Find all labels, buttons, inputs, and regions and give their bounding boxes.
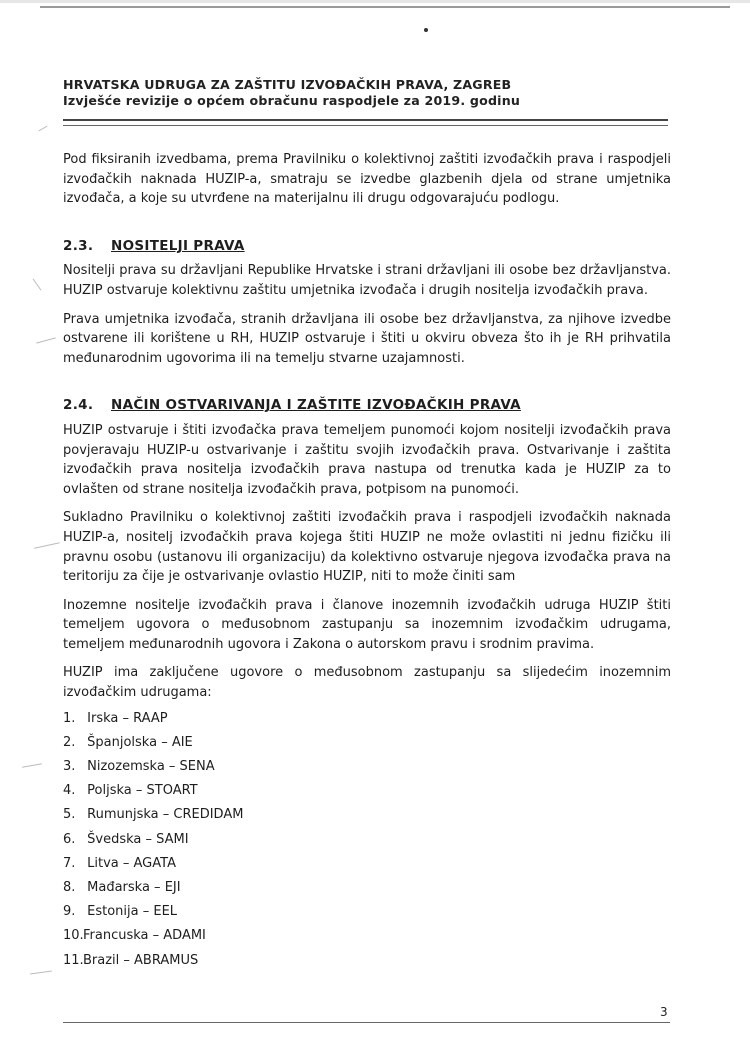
- list-text: Španjolska – AIE: [87, 734, 193, 750]
- list-number: 8.: [63, 879, 76, 895]
- list-text: Švedska – SAMI: [87, 831, 189, 847]
- margin-pencil-mark: [33, 278, 42, 290]
- header-rule: [63, 119, 668, 121]
- list-item: [63, 924, 671, 948]
- list-text: Estonija – EEL: [87, 904, 178, 920]
- list-number: 6.: [63, 831, 76, 847]
- list-number: 4.: [63, 783, 76, 799]
- list-item: [63, 852, 671, 876]
- margin-pencil-mark: [34, 542, 60, 548]
- list-number: 3.: [63, 759, 76, 775]
- document-header: [63, 77, 673, 109]
- section-2-3-paragraph-1: Nositelji prava su državljani Republike Hrvatske i strani državljani ili osobe bez državljanstva. HUZIP ostvaruje kolektivnu zaštitu umjetnika izvođača i drugih nositelja izvođačkih prava.: [63, 263, 671, 298]
- partner-organizations-list: [63, 707, 671, 973]
- section-number: 2.4.: [63, 397, 94, 414]
- scan-speck: [424, 28, 428, 32]
- scan-top-edge: [0, 0, 750, 3]
- margin-pencil-mark: [36, 337, 56, 343]
- list-item: [63, 779, 671, 803]
- organization-name: HRVATSKA UDRUGA ZA ZAŠTITU IZVOĐAČKIH PRAVA, ZAGREB: [63, 77, 512, 92]
- report-title: Izvješće revizije o općem obračunu raspodjele za 2019. godinu: [63, 93, 521, 108]
- section-2-4-heading: [63, 396, 671, 416]
- list-text: Brazil – ABRAMUS: [83, 952, 199, 968]
- list-text: Rumunjska – CREDIDAM: [87, 807, 244, 823]
- list-item: [63, 876, 671, 900]
- list-item: [63, 707, 671, 731]
- section-2-3-heading: [63, 237, 671, 257]
- intro-paragraph: Pod fiksiranih izvedbama, prema Pravilniku o kolektivnoj zaštiti izvođačkih prava i raspodjeli izvođačkih naknada HUZIP-a, smatraju se izvedbe glazbenih djela od strane umjetnika izvođača, a koje su utvrđene na materijalnu ili drugu odgovarajuću podlogu.: [63, 152, 671, 207]
- section-number: 2.3.: [63, 237, 94, 254]
- section-title: NAČIN OSTVARIVANJA I ZAŠTITE IZVOĐAČKIH PRAVA: [111, 397, 521, 414]
- list-text: Litva – AGATA: [87, 855, 176, 871]
- list-number: 10.: [63, 928, 84, 944]
- list-item: [63, 828, 671, 852]
- list-item: [63, 949, 671, 973]
- list-item: [63, 900, 671, 924]
- list-item: [63, 731, 671, 755]
- section-2-4-paragraph-1: HUZIP ostvaruje i štiti izvođačka prava temeljem punomoći kojom nositelji izvođačkih prava povjeravaju HUZIP-u ostvarivanje i zaštitu svojih izvođačkih prava. Ostvarivanje i zaštita izvođačkih prava nositelja izvođačkih prava nastupa od trenutka kada je HUZIP za to ovlašten od strane nositelja izvođačkih prava, potpisom na punomoći.: [63, 422, 671, 497]
- list-text: Irska – RAAP: [87, 710, 168, 726]
- footer-rule: [63, 1022, 670, 1023]
- scan-top-rule: [40, 6, 730, 8]
- margin-pencil-mark: [22, 763, 42, 767]
- margin-pencil-mark: [30, 970, 52, 974]
- list-number: 9.: [63, 904, 76, 920]
- header-rule-thin: [63, 125, 668, 126]
- list-number: 1.: [63, 710, 76, 726]
- list-number: 7.: [63, 855, 76, 871]
- list-number: 2.: [63, 734, 76, 750]
- section-2-4-paragraph-2: Sukladno Pravilniku o kolektivnoj zaštiti izvođačkih prava i raspodjeli izvođačkih naknada HUZIP-a, nositelj izvođačkih prava kojega štiti HUZIP ne može ovlastiti ni jednu fizičku ili pravnu osobu (ustanovu ili organizaciju) da kolektivno ostvaruje njegova izvođačka prava na teritoriju za čije je ostvarivanje ovlastio HUZIP, niti to može činiti sam: [63, 510, 671, 585]
- list-number: 5.: [63, 807, 76, 823]
- list-text: Poljska – STOART: [87, 783, 198, 799]
- list-text: Francuska – ADAMI: [83, 928, 206, 944]
- list-item: [63, 803, 671, 827]
- list-text: Mađarska – EJI: [87, 879, 181, 895]
- section-2-3-paragraph-2: Prava umjetnika izvođača, stranih državljana ili osobe bez državljanstva, za njihove izvedbe ostvarene ili korištene u RH, HUZIP ostvaruje i štiti u okviru obveza što ih je RH prihvatila međunarodnim ugovorima ili na temelju stvarne uzajamnosti.: [63, 311, 671, 366]
- margin-pencil-mark: [38, 126, 47, 132]
- list-text: Nizozemska – SENA: [87, 759, 215, 775]
- document-body: [63, 150, 671, 973]
- list-item: [63, 755, 671, 779]
- section-2-4-paragraph-4: HUZIP ima zaključene ugovore o međusobnom zastupanju sa slijedećim inozemnim izvođačkim udrugama:: [63, 665, 671, 701]
- list-number: 11.: [63, 952, 84, 968]
- section-title: NOSITELJI PRAVA: [111, 237, 245, 254]
- page-number: 3: [660, 1005, 668, 1019]
- section-2-4-paragraph-3: Inozemne nositelje izvođačkih prava i članove inozemnih izvođačkih udruga HUZIP štiti temeljem ugovora o međusobnom zastupanju sa inozemnim izvođačkim udrugama, temeljem međunarodnih ugovora i Zakona o autorskom pravu i srodnim pravima.: [63, 597, 671, 652]
